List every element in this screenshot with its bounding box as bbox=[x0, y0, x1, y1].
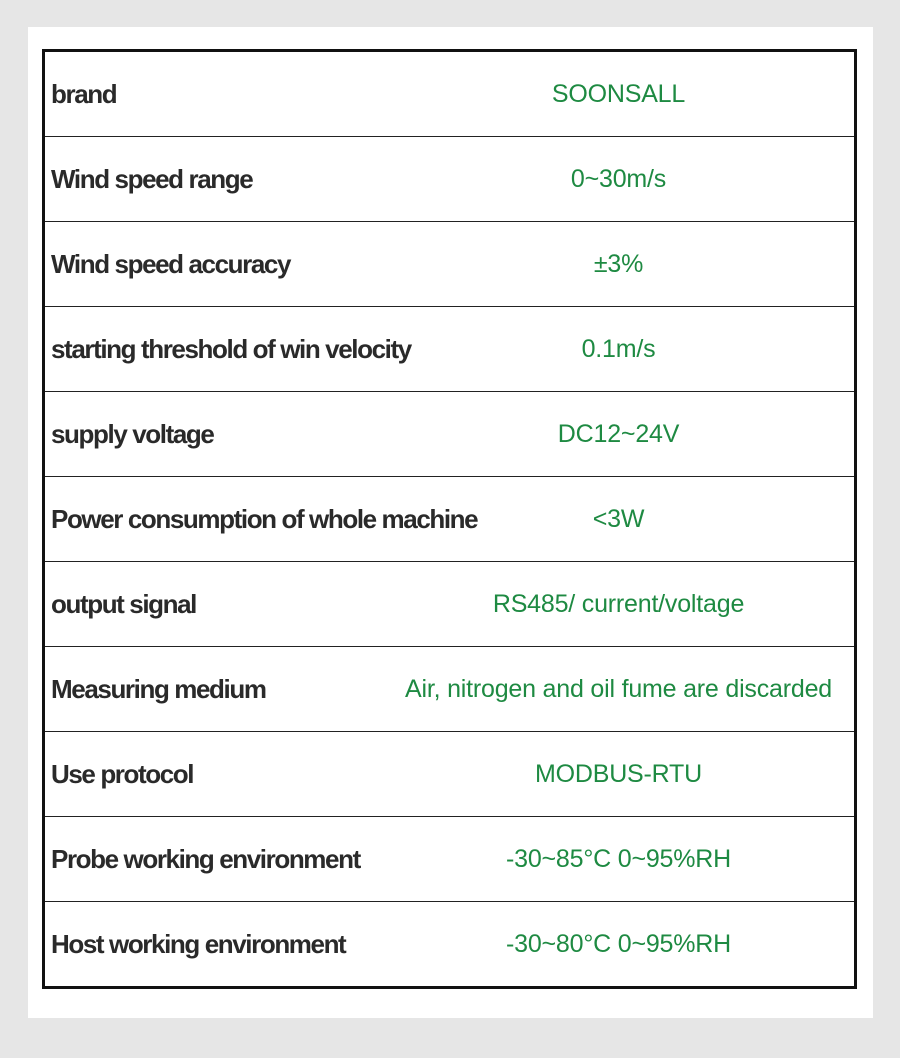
spec-row-brand bbox=[45, 52, 854, 137]
spec-value: DC12~24V bbox=[557, 419, 680, 448]
spec-value: -30~85°C 0~95%RH bbox=[506, 844, 731, 873]
spec-row-host-environment bbox=[45, 902, 854, 986]
spec-label: Host working environment bbox=[51, 928, 346, 959]
spec-row-wind-speed-range bbox=[45, 137, 854, 222]
spec-value: -30~80°C 0~95%RH bbox=[506, 929, 731, 958]
spec-value: <3W bbox=[592, 504, 645, 533]
spec-label: Measuring medium bbox=[51, 673, 266, 704]
spec-value: SOONSALL bbox=[551, 79, 686, 108]
spec-label: brand bbox=[51, 78, 117, 109]
spec-value: RS485/ current/voltage bbox=[492, 589, 745, 618]
spec-label: Probe working environment bbox=[51, 843, 360, 874]
spec-value: ±3% bbox=[593, 249, 644, 278]
spec-value: 0.1m/s bbox=[581, 334, 656, 363]
spec-value: Air, nitrogen and oil fume are discarded bbox=[405, 674, 832, 703]
spec-label: Power consumption of whole machine bbox=[51, 503, 478, 534]
spec-row-measuring-medium bbox=[45, 647, 854, 732]
spec-label: Wind speed accuracy bbox=[51, 248, 291, 279]
spec-row-use-protocol bbox=[45, 732, 854, 817]
spec-row-output-signal bbox=[45, 562, 854, 647]
spec-label: Wind speed range bbox=[51, 163, 253, 194]
spec-label: Use protocol bbox=[51, 758, 194, 789]
spec-row-starting-threshold bbox=[45, 307, 854, 392]
spec-value: MODBUS-RTU bbox=[535, 759, 702, 788]
spec-row-probe-environment bbox=[45, 817, 854, 902]
spec-row-wind-speed-accuracy bbox=[45, 222, 854, 307]
spec-label: supply voltage bbox=[51, 418, 214, 449]
spec-label: output signal bbox=[51, 588, 196, 619]
spec-row-supply-voltage bbox=[45, 392, 854, 477]
spec-table bbox=[42, 49, 857, 989]
spec-label: starting threshold of win velocity bbox=[51, 333, 411, 364]
spec-value: 0~30m/s bbox=[570, 164, 667, 193]
spec-row-power-consumption bbox=[45, 477, 854, 562]
